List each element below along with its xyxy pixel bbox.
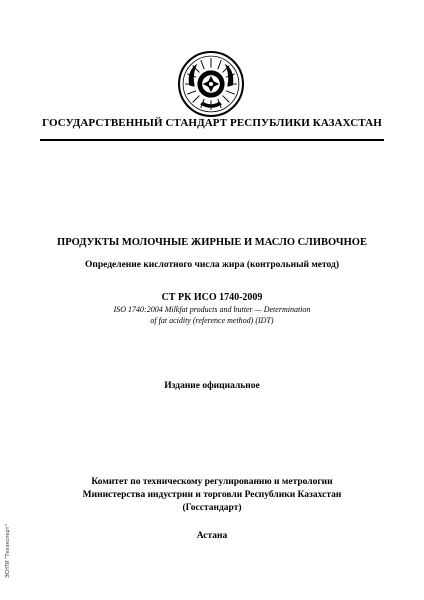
publisher-line-2: Министерства индустрии и торговли Республики Казахстан xyxy=(82,490,342,500)
edition-label: Издание официальное xyxy=(164,381,260,391)
standard-code: СТ РК ИСО 1740-2009 xyxy=(161,292,263,303)
publisher-line-1: Комитет по техническому регулированию и метрологии xyxy=(91,477,333,487)
state-emblem-icon xyxy=(177,50,245,118)
iso-reference-line-1: ISO 1740:2004 Milkfat products and butter — Determination xyxy=(113,305,311,314)
publication-city: Астана xyxy=(196,531,228,541)
document-header: ГОСУДАРСТВЕННЫЙ СТАНДАРТ РЕСПУБЛИКИ КАЗАХСТАН xyxy=(42,117,382,129)
publisher-line-3: (Госстандарт) xyxy=(182,503,242,513)
iso-reference-line-2: of fat acidity (reference method) (IDT) xyxy=(150,316,274,325)
document-title: ПРОДУКТЫ МОЛОЧНЫЕ ЖИРНЫЕ И МАСЛО СЛИВОЧНОЕ xyxy=(57,237,367,248)
header-divider xyxy=(40,139,384,141)
side-watermark-text: ЭСНТИ "Техэксперт" xyxy=(5,524,11,578)
publisher-block xyxy=(0,476,424,515)
document-subtitle: Определение кислотного числа жира (контрольный метод) xyxy=(84,260,340,270)
iso-reference xyxy=(0,304,424,326)
